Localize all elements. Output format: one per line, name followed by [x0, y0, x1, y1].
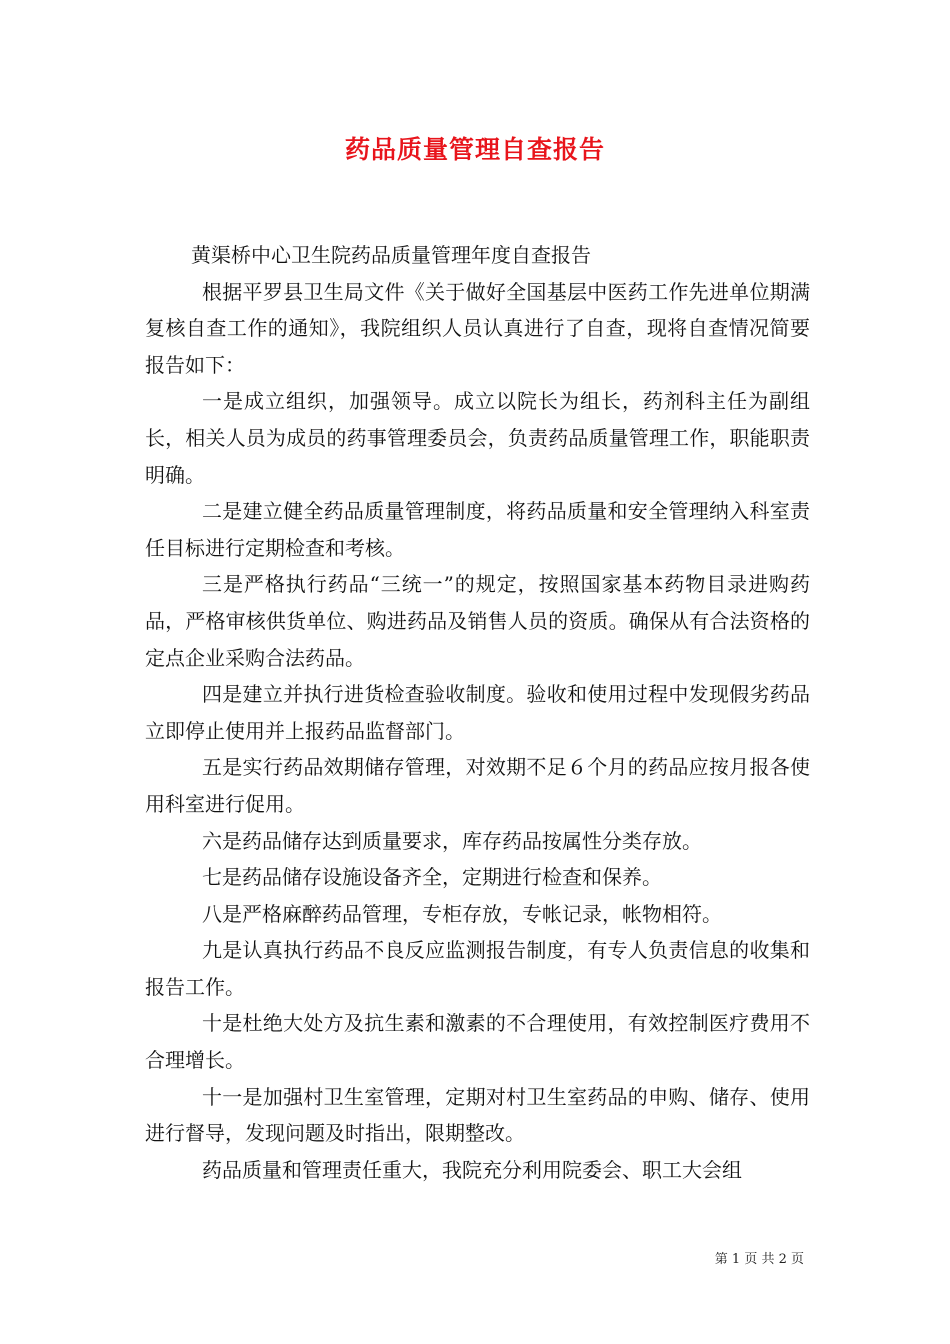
- paragraph-item-7: 七是药品储存设施设备齐全，定期进行检查和保养。: [202, 865, 662, 890]
- paragraph-item-2: 二是建立健全药品质量管理制度，将药品质量和安全管理纳入科室责任目标进行定期检查和考核。: [145, 499, 810, 560]
- paragraph-item-4: 四是建立并执行进货检查验收制度。验收和使用过程中发现假劣药品立即停止使用并上报药品监督部门。: [145, 682, 810, 743]
- paragraph-item-10: 十是杜绝大处方及抗生素和激素的不合理使用，有效控制医疗费用不合理增长。: [145, 1011, 810, 1073]
- page-title: 药品质量管理自查报告: [344, 135, 605, 164]
- paragraph-intro: 根据平罗县卫生局文件《关于做好全国基层中医药工作先进单位期满复核自查工作的通知》，我院组织人员认真进行了自查，现将自查情况简要报告如下：: [145, 279, 810, 377]
- page-number-footer: 第 1 页 共 2 页: [714, 1252, 804, 1267]
- paragraph-item-9: 九是认真执行药品不良反应监测报告制度，有专人负责信息的收集和报告工作。: [145, 938, 810, 999]
- paragraph-item-5: 五是实行药品效期储存管理，对效期不足６个月的药品应按月报各使用科室进行促用。: [145, 755, 810, 816]
- paragraph-conclusion: 药品质量和管理责任重大，我院充分利用院委会、职工大会组: [202, 1157, 742, 1182]
- paragraph-item-1: 一是成立组织，加强领导。成立以院长为组长，药剂科主任为副组长，相关人员为成员的药事管理委员会，负责药品质量管理工作，职能职责明确。: [145, 389, 810, 487]
- paragraph-item-6: 六是药品储存达到质量要求，库存药品按属性分类存放。: [202, 828, 702, 853]
- paragraph-item-11: 十一是加强村卫生室管理，定期对村卫生室药品的申购、储存、使用进行督导，发现问题及时指出，限期整改。: [145, 1084, 810, 1146]
- paragraph-item-3: 三是严格执行药品“三统一”的规定，按照国家基本药物目录进购药品，严格审核供货单位、购进药品及销售人员的资质。确保从有合法资格的定点企业采购合法药品。: [145, 572, 810, 670]
- paragraph-subtitle: 黄渠桥中心卫生院药品质量管理年度自查报告: [191, 243, 591, 267]
- paragraph-item-8: 八是严格麻醉药品管理，专柜存放，专帐记录，帐物相符。: [202, 901, 722, 926]
- document-body: [145, 237, 810, 1188]
